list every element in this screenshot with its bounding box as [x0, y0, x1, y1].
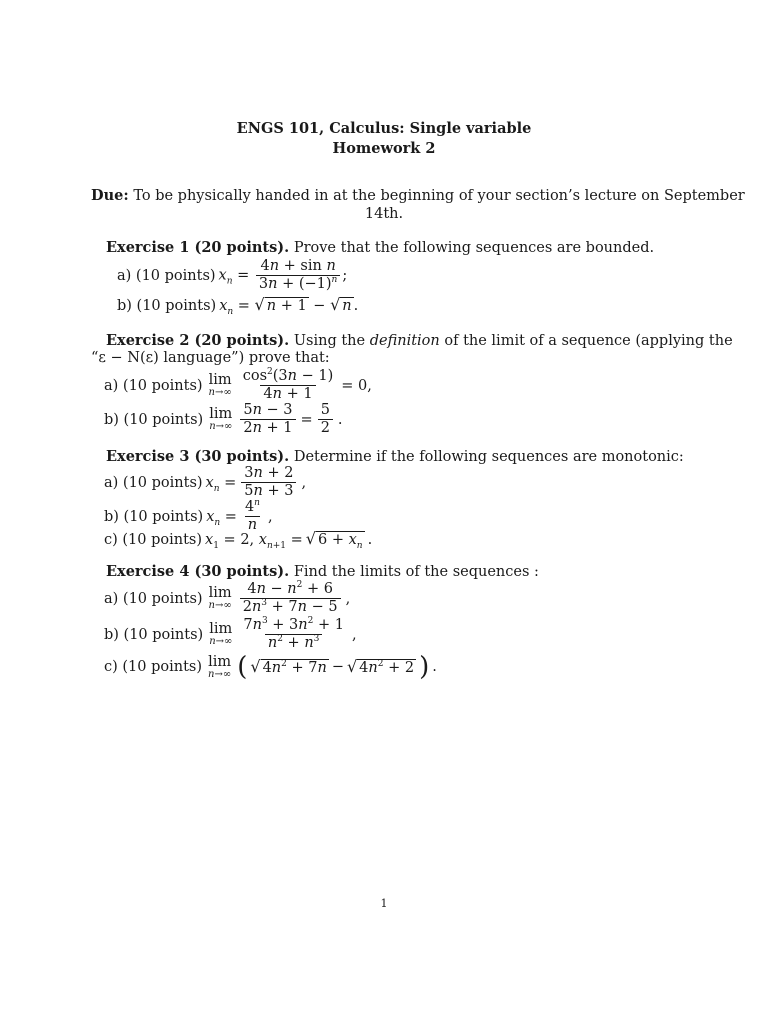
exercise1-text: Prove that the following sequences are bounded. — [293, 240, 655, 256]
exercise3-item-a: a) (10 points) $x_n$ = $\frac{3n + 2}{5n + 3}$ , — [104, 465, 307, 499]
exercise1-item-b — [117, 295, 359, 317]
exercise4-c-label: c) (10 points) — [104, 659, 203, 675]
exercise4-item-a: a) (10 points) lim n→∞ $\frac{4n - n^2 + 6}{2n^3 + 7n - 5}$ , — [104, 580, 351, 615]
exercise2-line2: “ε − N(ε) language”) prove that: — [91, 350, 330, 366]
exercise3-a-label: a) (10 points) — [104, 474, 203, 491]
exercise2-b-label: b) (10 points) — [104, 411, 204, 428]
due-text-line2: 14th. — [364, 206, 404, 222]
exercise2-text-post: of the limit of a sequence (applying the — [444, 333, 733, 349]
due-text-line1: To be physically handed in at the beginning of your section’s lecture on September — [133, 188, 745, 204]
exercise4-heading — [106, 563, 539, 580]
document-subtitle: Homework 2 — [332, 140, 436, 157]
exercise4-item-b: b) (10 points) lim n→∞ $\frac{7n^3 + 3n^2 + 1}{n^2 + n^3}$ , — [104, 616, 357, 651]
exercise3-item-b: b) (10 points) $x_n$ = $\frac{4^n}{n}$ , — [104, 498, 273, 533]
exercise4-text: Find the limits of the sequences : — [293, 564, 539, 580]
exercise2-a-label: a) (10 points) — [104, 377, 203, 394]
document-title: ENGS 101, Calculus: Single variable — [236, 120, 532, 137]
exercise3-text: Determine if the following sequences are monotonic: — [293, 449, 684, 465]
exercise2-heading — [106, 332, 733, 349]
exercise4-item-c: c) (10 points) lim n→∞ ( √ $4n^2 + 7n$ − √ $4n^2 + 2$ ) . — [104, 652, 437, 682]
page-number: 1 — [380, 897, 388, 910]
exercise3-heading — [106, 448, 684, 465]
due-line — [91, 187, 745, 204]
exercise1-heading — [106, 239, 654, 256]
exercise2-title: Exercise 2 (20 points). — [106, 332, 290, 349]
exercise2-item-b: b) (10 points) lim n→∞ $\frac{5n - 3}{2n + 1}$ = $\frac{5}{2}$ . — [104, 402, 343, 436]
exercise3-b-label: b) (10 points) — [104, 508, 204, 525]
exercise4-title: Exercise 4 (30 points). — [106, 563, 290, 580]
exercise1-title: Exercise 1 (20 points). — [106, 239, 290, 256]
due-label: Due: — [91, 187, 129, 204]
exercise2-text-em: definition — [369, 333, 440, 349]
exercise4-b-label: b) (10 points) — [104, 626, 204, 643]
exercise1-b-label: b) (10 points) — [117, 297, 217, 314]
exercise4-a-label: a) (10 points) — [104, 590, 203, 607]
exercise1-b-formula: $x_n$ = √ n + 1 − √ n . — [219, 295, 359, 317]
exercise3-title: Exercise 3 (30 points). — [106, 448, 290, 465]
exercise1-a-label: a) (10 points) — [117, 267, 216, 284]
exercise3-c-label: c) (10 points) — [104, 531, 203, 548]
exercise2-item-a: a) (10 points) lim n→∞ $\frac{\cos^2(3n - 1)}{4n + 1}$ = 0, — [104, 367, 372, 402]
exercise1-item-a — [117, 258, 347, 293]
exercise3-item-c: c) (10 points) $x_1 = 2$, $x_{n+1}$ = √ $6 + x_n$ . — [104, 529, 373, 551]
exercise1-a-formula: $x_n$ = $\frac{\text{4n + sin n}}{3n + (-1)^n}$ ; — [218, 258, 348, 292]
exercise2-text-pre: Using the — [293, 333, 366, 349]
